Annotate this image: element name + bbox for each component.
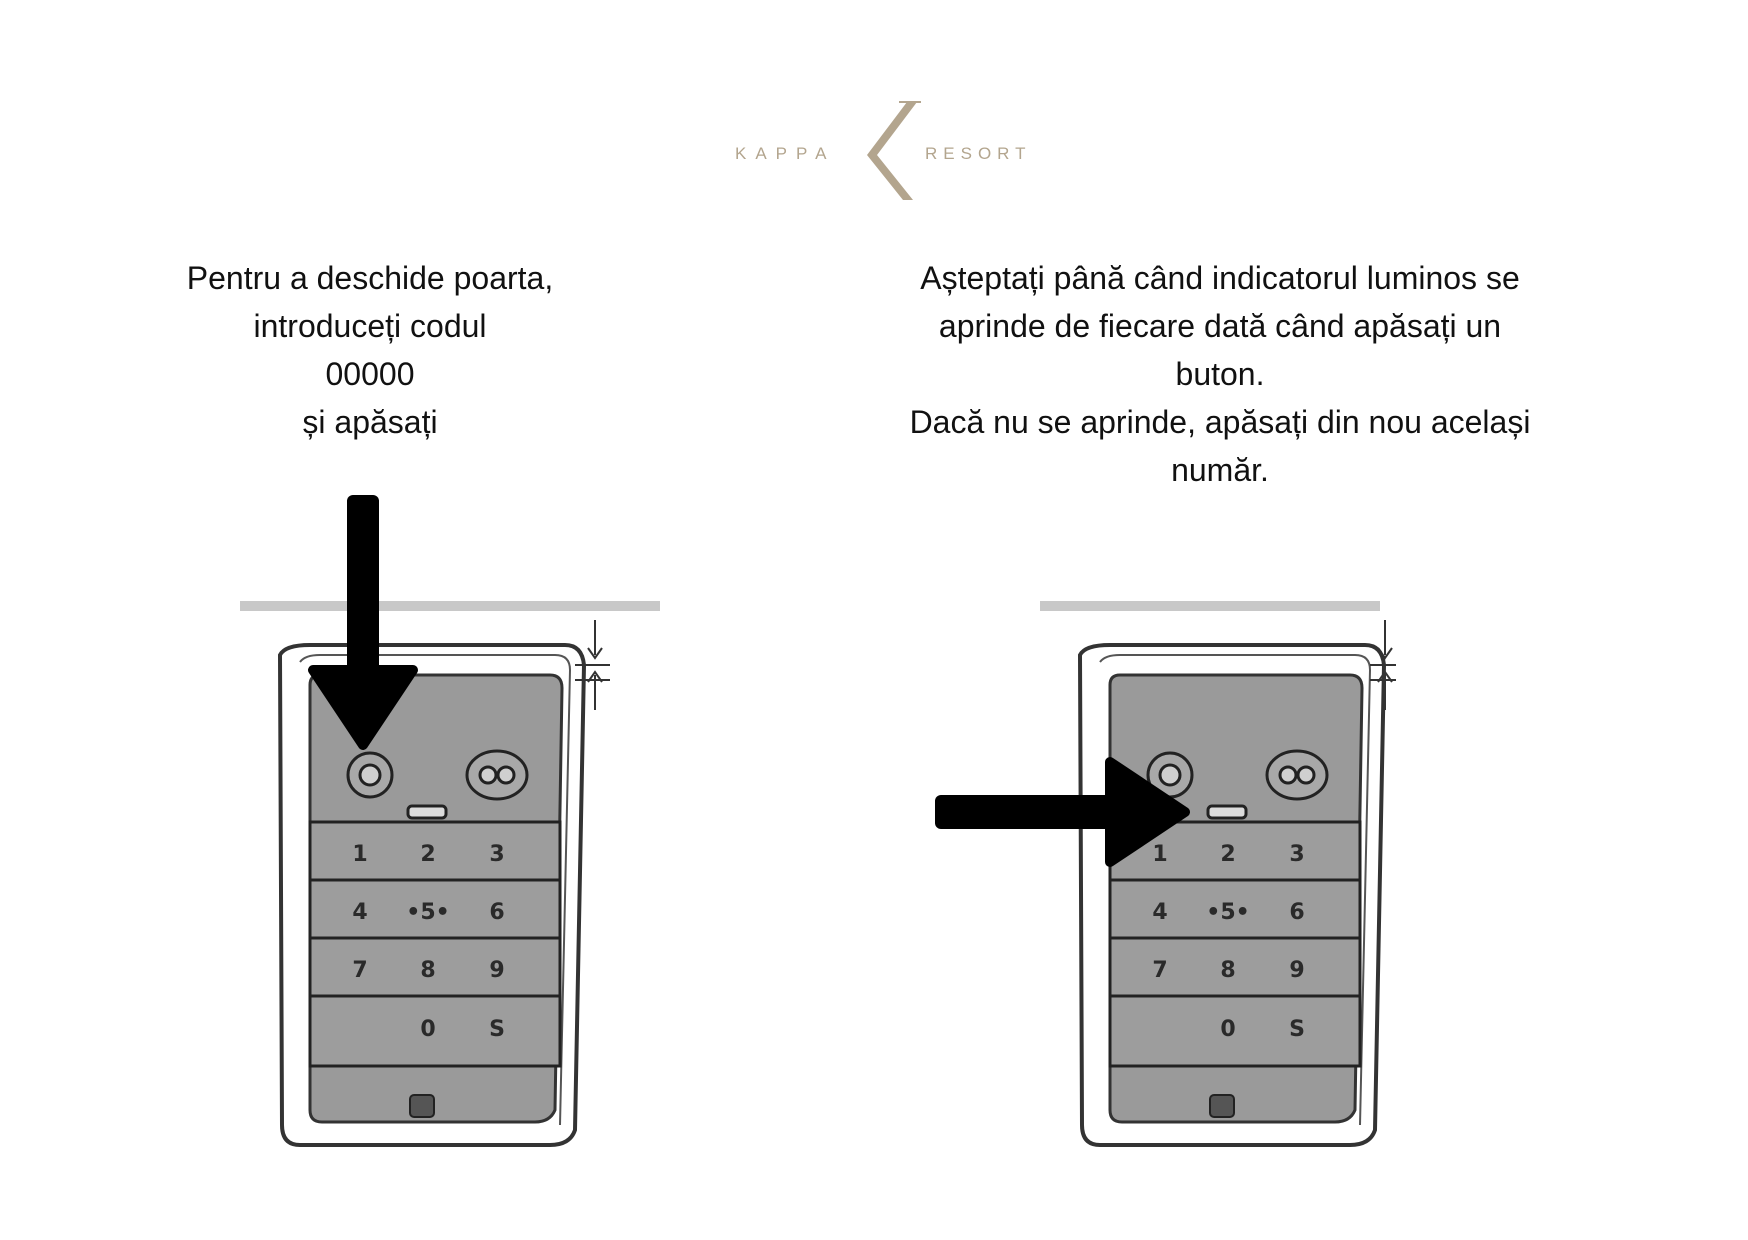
indicator-light — [1208, 806, 1246, 818]
instruction-line: și apăsați — [302, 404, 438, 440]
key-label: 7 — [1152, 958, 1168, 983]
kappa-resort-logo — [720, 100, 1050, 210]
key-label: •5• — [406, 900, 450, 925]
instruction-line: număr. — [1171, 452, 1269, 488]
keypad-diagram-right — [930, 470, 1400, 1140]
key-label: •5• — [1206, 900, 1250, 925]
right-instructions — [870, 254, 1570, 494]
key-label: S — [1289, 1017, 1305, 1042]
instruction-line: Așteptați până când indicatorul luminos se — [920, 260, 1520, 296]
key-label: 2 — [420, 842, 436, 867]
key-label: 9 — [1289, 958, 1305, 983]
key-label: 1 — [352, 842, 368, 867]
key-label: S — [489, 1017, 505, 1042]
logo-k-mark-icon — [855, 100, 925, 205]
instruction-line: introduceți codul — [253, 308, 487, 344]
key-label: 3 — [489, 842, 505, 867]
left-instructions — [150, 254, 590, 446]
keypad-illustration — [930, 470, 1400, 1140]
key-label: 7 — [352, 958, 368, 983]
key-label: 2 — [1220, 842, 1236, 867]
key-label: 8 — [1220, 958, 1236, 983]
key-label: 1 — [1152, 842, 1168, 867]
wall-edge — [1040, 601, 1380, 611]
logo-left-word: KAPPA — [735, 144, 836, 163]
key-label: 4 — [352, 900, 368, 925]
instruction-line: Dacă nu se aprinde, apăsați din nou același — [909, 404, 1531, 440]
key-label: 6 — [489, 900, 505, 925]
key-label: 0 — [1220, 1017, 1236, 1042]
key-label: 4 — [1152, 900, 1168, 925]
key-label: 8 — [420, 958, 436, 983]
key-label: 0 — [420, 1017, 436, 1042]
logo-right-word: RESORT — [925, 144, 1032, 163]
instruction-line: aprinde de fiecare dată când apăsați un — [938, 308, 1502, 344]
bottom-screw — [1210, 1095, 1234, 1117]
instruction-line: buton. — [1175, 356, 1265, 392]
instruction-code: 00000 — [325, 356, 415, 392]
key-label: 9 — [489, 958, 505, 983]
indicator-light — [408, 806, 446, 818]
key-label: 3 — [1289, 842, 1305, 867]
keypad-illustration — [210, 470, 680, 1140]
bottom-screw — [410, 1095, 434, 1117]
key-label: 6 — [1289, 900, 1305, 925]
keypad-diagram-left — [210, 470, 680, 1140]
wall-edge — [240, 601, 660, 611]
instruction-line: Pentru a deschide poarta, — [186, 260, 554, 296]
